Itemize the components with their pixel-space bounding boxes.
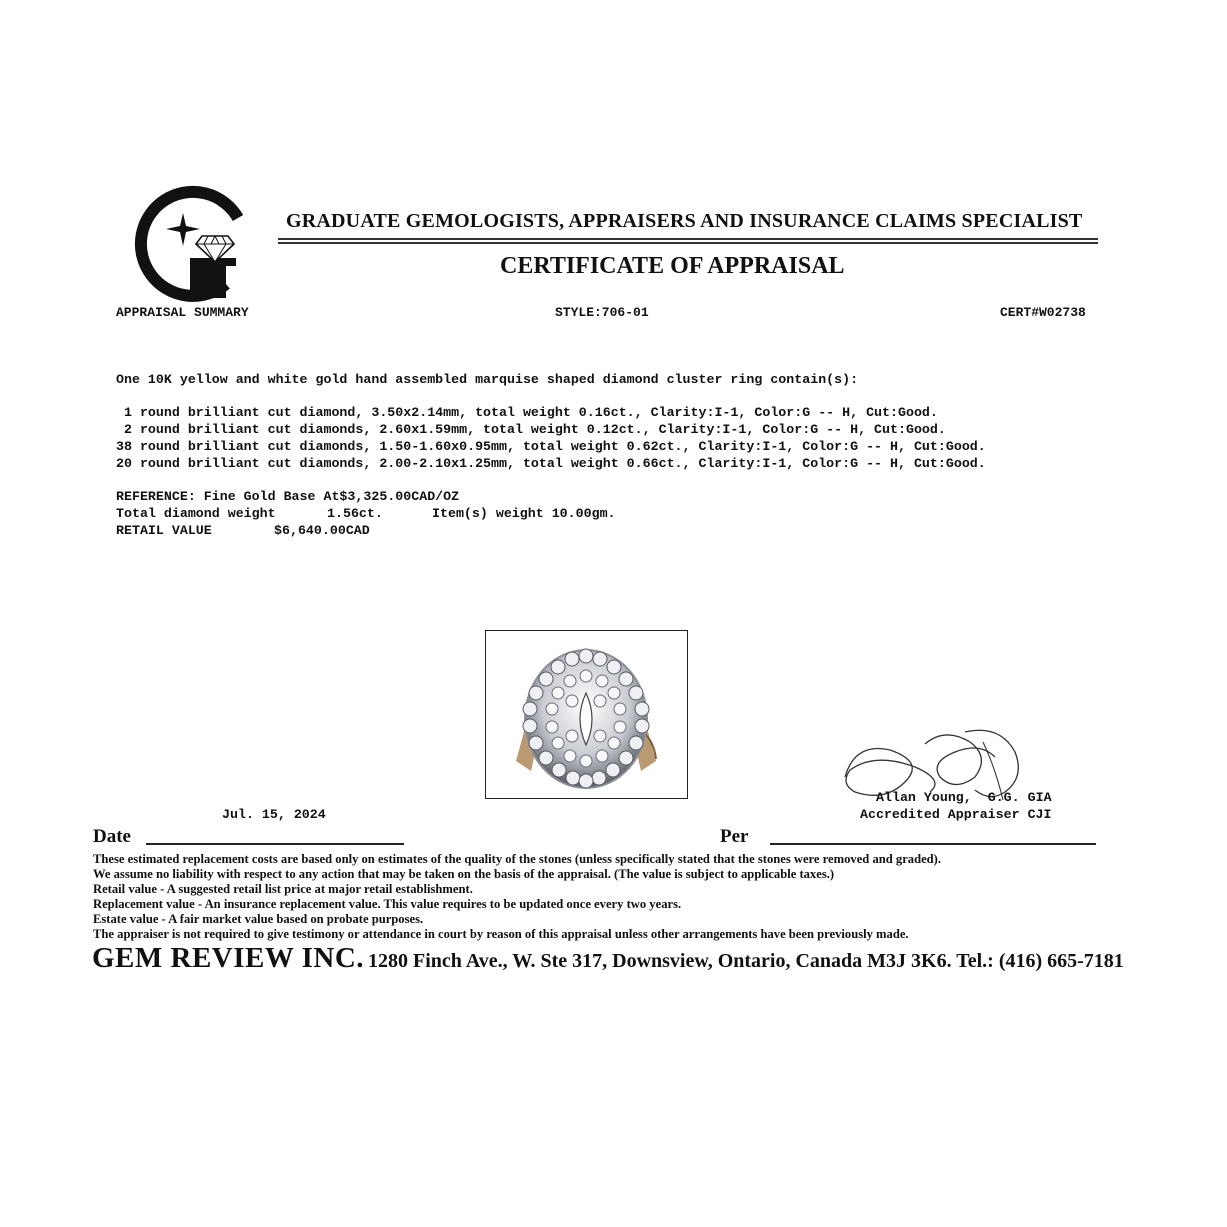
ring-photo	[485, 630, 688, 799]
reference-line: REFERENCE: Fine Gold Base At$3,325.00CAD/OZ	[116, 489, 460, 504]
header-title: GRADUATE GEMOLOGISTS, APPRAISERS AND INSURANCE CLAIMS SPECIALIST	[286, 210, 1083, 232]
disclaimer-3: Retail value - A suggested retail list price at major retail establishment.	[93, 882, 473, 896]
certificate-number: CERT#W02738	[1000, 305, 1086, 320]
style-number: STYLE:706-01	[555, 305, 649, 320]
disclaimer-6: The appraiser is not required to give testimony or attendance in court by reason of this appraisal unless other arrangements have been previously made.	[93, 927, 909, 941]
disclaimer-5: Estate value - A fair market value based on probate purposes.	[93, 912, 424, 926]
header-rule-top	[278, 238, 1098, 240]
appraisal-date: Jul. 15, 2024	[222, 807, 326, 822]
stone-line-1: 1 round brilliant cut diamond, 3.50x2.14mm, total weight 0.16ct., Clarity:I-1, Color:G -- H, Cut:Good.	[116, 405, 938, 420]
stone-line-4: 20 round brilliant cut diamonds, 2.00-2.10x1.25mm, total weight 0.66ct., Clarity:I-1, Color:G -- H, Cut:Good.	[116, 456, 986, 471]
date-label: Date	[93, 826, 131, 847]
item-description: One 10K yellow and white gold hand assembled marquise shaped diamond cluster ring contain(s):	[116, 372, 859, 387]
disclaimer-2: We assume no liability with respect to any action that may be taken on the basis of the appraisal. (The value is subject to applicable taxes.)	[93, 867, 835, 881]
company-name: GEM REVIEW INC.	[92, 942, 365, 974]
retail-value: $6,640.00CAD	[274, 523, 370, 538]
per-signature-line	[770, 843, 1096, 845]
item-weight: Item(s) weight 10.00gm.	[432, 506, 616, 521]
company-logo	[128, 180, 248, 305]
appraiser-title: Accredited Appraiser CJI	[860, 807, 1052, 822]
total-diamond-weight-label: Total diamond weight	[116, 506, 276, 521]
appraiser-name: Allan Young, G.G. GIA	[876, 790, 1052, 805]
header-rule-bottom	[278, 242, 1098, 244]
certificate-title: CERTIFICATE OF APPRAISAL	[500, 253, 845, 279]
total-diamond-weight-value: 1.56ct.	[327, 506, 383, 521]
stone-line-3: 38 round brilliant cut diamonds, 1.50-1.60x0.95mm, total weight 0.62ct., Clarity:I-1, Color:G -- H, Cut:Good.	[116, 439, 986, 454]
disclaimer-4: Replacement value - An insurance replacement value. This value requires to be updated once every two years.	[93, 897, 682, 911]
date-signature-line	[146, 843, 404, 845]
stone-line-2: 2 round brilliant cut diamonds, 2.60x1.59mm, total weight 0.12ct., Clarity:I-1, Color:G -- H, Cut:Good.	[116, 422, 946, 437]
appraisal-summary-label: APPRAISAL SUMMARY	[116, 305, 249, 320]
company-footer	[92, 942, 1124, 975]
per-label: Per	[720, 826, 749, 847]
company-address: 1280 Finch Ave., W. Ste 317, Downsview, Ontario, Canada M3J 3K6. Tel.: (416) 665-7181	[368, 950, 1124, 972]
retail-value-label: RETAIL VALUE	[116, 523, 212, 538]
disclaimer-1: These estimated replacement costs are based only on estimates of the quality of the stones (unless specifically stated that the stones were removed and graded).	[93, 852, 942, 866]
